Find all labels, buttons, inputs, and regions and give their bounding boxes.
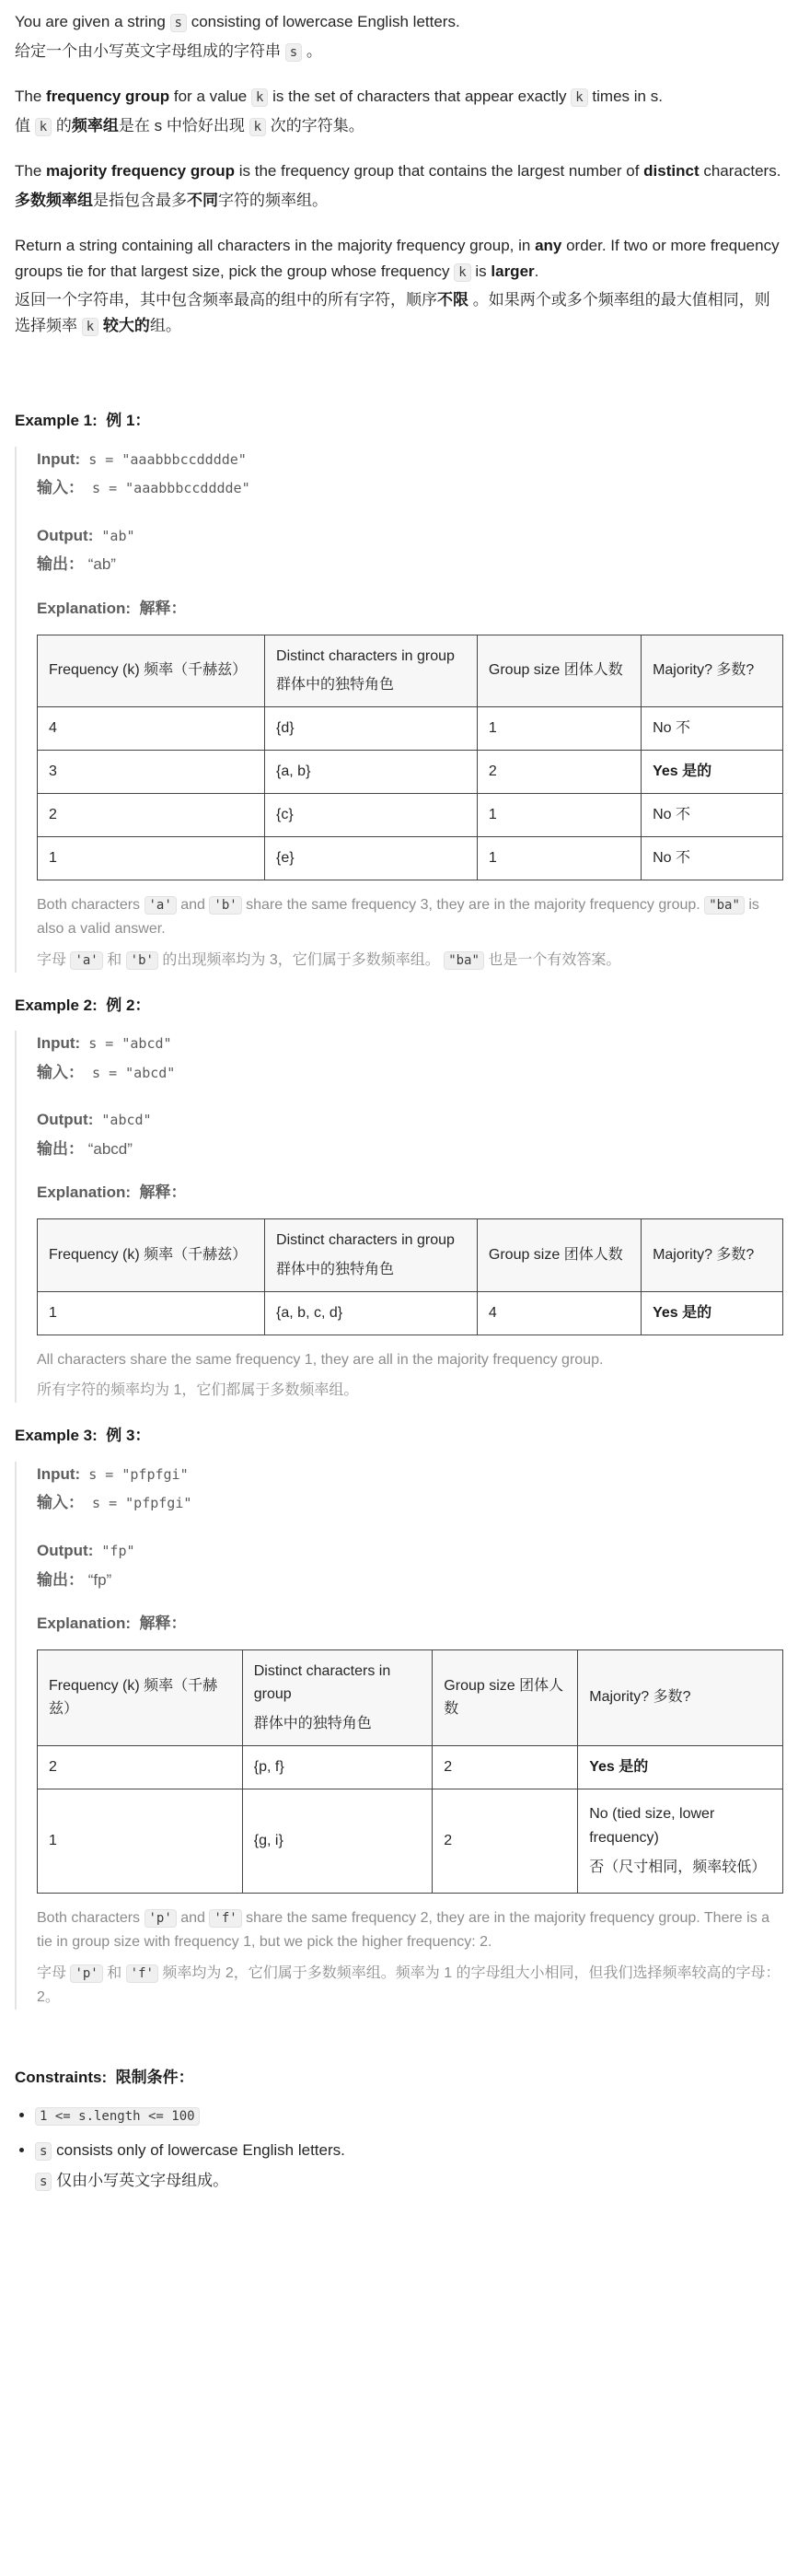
table-header-cell bbox=[642, 635, 783, 707]
constraints-list bbox=[15, 2103, 783, 2194]
text: Explanation: bbox=[37, 1614, 132, 1633]
table-header-cell bbox=[477, 1218, 641, 1291]
inline-code: 'a' bbox=[145, 896, 177, 915]
table-row bbox=[38, 751, 783, 794]
text: 解释： bbox=[139, 1183, 187, 1202]
cell-text: 2 bbox=[49, 807, 57, 823]
example-3-title bbox=[15, 1423, 783, 1449]
text: order. If two or more frequency groups tie for that largest size, pick the group whose frequency bbox=[15, 237, 780, 280]
text: consisting of lowercase English letters. bbox=[186, 13, 460, 30]
inline-code: 'f' bbox=[209, 1909, 241, 1928]
output-label: 输出： bbox=[37, 555, 84, 574]
header-text: Group size 团体人数 bbox=[444, 1677, 564, 1718]
intro-sentence-en bbox=[15, 9, 783, 35]
text: and bbox=[176, 896, 210, 913]
output-value: "abcd" bbox=[93, 1112, 152, 1129]
table-cell bbox=[642, 837, 783, 880]
frequency-group-definition-en bbox=[15, 84, 783, 110]
inline-code: s bbox=[170, 14, 187, 32]
inline-code: k bbox=[82, 318, 98, 336]
text: 和 bbox=[102, 1964, 126, 1981]
table-cell bbox=[642, 1291, 783, 1335]
header-text: Frequency (k) 频率（千赫兹） bbox=[49, 1246, 248, 1263]
inline-code: "ba" bbox=[444, 951, 484, 970]
constraint-en bbox=[35, 2138, 783, 2163]
inline-code: k bbox=[571, 88, 587, 107]
table-cell bbox=[242, 1746, 433, 1789]
majority-group-definition-en bbox=[15, 158, 783, 184]
inline-code: 'b' bbox=[209, 896, 241, 915]
return-instructions-zh bbox=[15, 287, 783, 338]
input-value: s = "aaabbbccdddde" bbox=[80, 450, 247, 468]
example-3-input-zh bbox=[37, 1490, 783, 1516]
input-value: s = "pfpfgi" bbox=[80, 1465, 189, 1483]
table-header-cell bbox=[578, 1649, 783, 1746]
input-value: s = "abcd" bbox=[84, 1064, 176, 1081]
constraints-title bbox=[15, 2065, 783, 2091]
header-text: Frequency (k) 频率（千赫兹） bbox=[49, 662, 248, 679]
text: consists only of lowercase English letters. bbox=[52, 2140, 345, 2159]
text: share the same frequency 2, they are in the majority frequency group. There is a tie in group size with frequency 1, but we pick the higher frequency: 2. bbox=[37, 1909, 770, 1950]
cell-text: {d} bbox=[276, 720, 295, 737]
text: is bbox=[470, 262, 492, 280]
example-2-input bbox=[37, 1031, 783, 1056]
cell-text: Yes 是的 bbox=[653, 763, 712, 780]
cell-text: 1 bbox=[488, 850, 497, 867]
table-header-cell bbox=[642, 1218, 783, 1291]
example-2-output-zh bbox=[37, 1136, 783, 1162]
text: Example 1: bbox=[15, 412, 98, 430]
cell-text: No (tied size, lower frequency) bbox=[589, 1806, 715, 1847]
table-row bbox=[38, 794, 783, 837]
output-value: "fp" bbox=[93, 1542, 135, 1559]
inline-code: 'a' bbox=[70, 951, 102, 970]
table-header-row bbox=[38, 1649, 783, 1746]
header-text: 群体中的独特角色 bbox=[276, 677, 395, 694]
table-header-cell bbox=[242, 1649, 433, 1746]
example-1-title bbox=[15, 408, 783, 434]
text: The bbox=[15, 87, 47, 106]
header-text: Group size 团体人数 bbox=[488, 1246, 623, 1263]
inline-code: "ba" bbox=[704, 896, 745, 915]
inline-code: k bbox=[251, 88, 268, 107]
example-3-output-zh bbox=[37, 1568, 783, 1593]
table-header-cell bbox=[265, 635, 478, 707]
text: 是在 s 中恰好出现 bbox=[118, 116, 249, 134]
output-label: Output: bbox=[37, 526, 94, 544]
text: 解释： bbox=[139, 1614, 187, 1633]
cell-text: No 不 bbox=[653, 850, 690, 867]
example-3-note bbox=[37, 1906, 783, 2010]
text: 例 2： bbox=[106, 996, 151, 1014]
table-cell bbox=[477, 837, 641, 880]
example-2-explanation-title bbox=[37, 1180, 783, 1206]
table-cell bbox=[38, 751, 265, 794]
example-1-output-zh bbox=[37, 552, 783, 577]
text: Constraints: bbox=[15, 2068, 108, 2086]
majority-group-definition-zh bbox=[15, 188, 783, 214]
inline-code: k bbox=[454, 263, 470, 282]
example-1-note bbox=[37, 893, 783, 973]
bold-term: 不同 bbox=[187, 191, 218, 209]
output-value: “abcd” bbox=[84, 1139, 133, 1158]
output-label: Output: bbox=[37, 1111, 94, 1129]
note-zh bbox=[37, 949, 783, 973]
table-cell bbox=[642, 794, 783, 837]
text: 字符的频率组。 bbox=[218, 191, 328, 209]
text: characters. bbox=[699, 162, 781, 181]
table-row bbox=[38, 837, 783, 880]
text: Both characters bbox=[37, 1909, 145, 1926]
intro-paragraph-1 bbox=[15, 9, 783, 64]
input-label: 输入： bbox=[37, 1494, 84, 1512]
input-value: s = "aaabbbccdddde" bbox=[84, 480, 250, 497]
table-cell bbox=[38, 1746, 243, 1789]
text: 频率均为 2，它们属于多数频率组。频率为 1 的字母组大小相同，但我们选择频率较高的字母：2。 bbox=[37, 1964, 781, 2005]
cell-text: No 不 bbox=[653, 807, 690, 823]
cell-text: {a, b} bbox=[276, 763, 311, 780]
example-2-table bbox=[37, 1218, 783, 1335]
cell-text: 否（尺寸相同，频率较低） bbox=[589, 1859, 767, 1875]
inline-code: 'b' bbox=[126, 951, 158, 970]
example-2-input-zh bbox=[37, 1060, 783, 1086]
text: and bbox=[176, 1909, 210, 1926]
text: 给定一个由小写英文字母组成的字符串 bbox=[15, 41, 285, 60]
table-header-row bbox=[38, 1218, 783, 1291]
text: 组。 bbox=[149, 316, 181, 334]
table-cell bbox=[265, 751, 478, 794]
example-1-input-zh bbox=[37, 475, 783, 501]
example-3-table bbox=[37, 1649, 783, 1894]
inline-code: s bbox=[35, 2173, 52, 2191]
text: Return a string containing all characters in the majority frequency group, in bbox=[15, 237, 536, 255]
note-zh: 所有字符的频率均为 1，它们都属于多数频率组。 bbox=[37, 1382, 359, 1399]
input-label: Input: bbox=[37, 449, 81, 468]
cell-text: 1 bbox=[49, 1833, 57, 1849]
text: 的出现频率均为 3，它们属于多数频率组。 bbox=[157, 951, 445, 968]
text: 也是一个有效答案。 bbox=[483, 951, 621, 968]
intro-paragraph-4 bbox=[15, 233, 783, 338]
text: is the set of characters that appear exactly bbox=[268, 87, 572, 106]
inline-code: k bbox=[249, 118, 266, 136]
table-cell bbox=[642, 751, 783, 794]
text: 例 3： bbox=[106, 1427, 151, 1445]
table-cell bbox=[265, 837, 478, 880]
intro-paragraph-2 bbox=[15, 84, 783, 138]
table-cell bbox=[578, 1746, 783, 1789]
header-text: Distinct characters in group bbox=[253, 1662, 391, 1703]
inline-code: k bbox=[35, 118, 52, 136]
cell-text: Yes 是的 bbox=[653, 1304, 712, 1321]
inline-code: s bbox=[285, 43, 302, 62]
inline-code: 'p' bbox=[70, 1964, 102, 1983]
cell-text: 3 bbox=[49, 763, 57, 780]
cell-text: {p, f} bbox=[253, 1759, 284, 1776]
cell-text: Yes 是的 bbox=[589, 1759, 649, 1776]
text: 。 bbox=[302, 41, 322, 60]
cell-text: {c} bbox=[276, 807, 294, 823]
note-en bbox=[37, 1906, 783, 1954]
output-label: 输出： bbox=[37, 1570, 84, 1589]
table-row bbox=[38, 1291, 783, 1335]
bold-term: 多数频率组 bbox=[15, 191, 93, 209]
input-label: Input: bbox=[37, 1034, 81, 1053]
input-value: s = "abcd" bbox=[80, 1035, 172, 1053]
output-value: "ab" bbox=[93, 527, 135, 544]
table-cell bbox=[38, 707, 265, 751]
text: 例 1： bbox=[106, 412, 151, 430]
example-2-title bbox=[15, 993, 783, 1019]
text: 和 bbox=[102, 951, 126, 968]
cell-text: {e} bbox=[276, 850, 295, 867]
example-1-table bbox=[37, 635, 783, 880]
cell-text: 2 bbox=[444, 1759, 453, 1776]
table-cell bbox=[265, 707, 478, 751]
text: Example 2: bbox=[15, 996, 98, 1014]
constraint-item bbox=[35, 2103, 783, 2128]
text: Both characters bbox=[37, 896, 145, 913]
header-text: Majority? 多数? bbox=[653, 1246, 755, 1263]
header-text: Frequency (k) 频率（千赫兹） bbox=[49, 1677, 218, 1718]
table-row bbox=[38, 1746, 783, 1789]
text: The bbox=[15, 162, 47, 181]
inline-code: 'p' bbox=[145, 1909, 177, 1928]
header-text: Majority? 多数? bbox=[653, 662, 755, 679]
table-cell bbox=[477, 707, 641, 751]
output-value: “fp” bbox=[84, 1570, 112, 1589]
output-value: “ab” bbox=[84, 555, 116, 574]
text: times in s. bbox=[587, 87, 663, 106]
inline-code: s bbox=[35, 2142, 52, 2161]
table-header-row bbox=[38, 635, 783, 707]
return-instructions-en bbox=[15, 233, 783, 284]
cell-text: 2 bbox=[444, 1833, 453, 1849]
table-cell bbox=[38, 1291, 265, 1335]
table-cell bbox=[265, 1291, 478, 1335]
table-cell bbox=[38, 794, 265, 837]
table-cell bbox=[477, 751, 641, 794]
constraint-zh bbox=[35, 2168, 783, 2194]
note-en bbox=[37, 893, 783, 941]
table-header-cell bbox=[477, 635, 641, 707]
table-cell bbox=[642, 707, 783, 751]
text: 。如果两个或多个频率组的最大值相同，则选择频率 bbox=[15, 291, 770, 334]
bold-term: 较大的 bbox=[102, 316, 150, 334]
table-row bbox=[38, 707, 783, 751]
cell-text: 1 bbox=[49, 1304, 57, 1321]
header-text: Distinct characters in group bbox=[276, 1231, 455, 1248]
table-cell bbox=[38, 837, 265, 880]
text: share the same frequency 3, they are in the majority frequency group. bbox=[241, 896, 705, 913]
table-cell bbox=[242, 1789, 433, 1894]
header-text: Distinct characters in group bbox=[276, 647, 455, 664]
table-cell bbox=[477, 1291, 641, 1335]
example-2-note bbox=[37, 1348, 783, 1404]
table-row bbox=[38, 1789, 783, 1894]
bold-term: any bbox=[535, 237, 562, 255]
text: Explanation: bbox=[37, 1183, 132, 1202]
example-2-block bbox=[15, 1031, 783, 1403]
example-1-block bbox=[15, 447, 783, 973]
bold-term: majority frequency group bbox=[46, 162, 236, 181]
input-label: 输入： bbox=[37, 1063, 84, 1081]
text: 是指包含最多 bbox=[93, 191, 187, 209]
cell-text: 1 bbox=[488, 807, 497, 823]
text: 返回一个字符串，其中包含频率最高的组中的所有字符，顺序 bbox=[15, 291, 437, 309]
cell-text: 2 bbox=[488, 763, 497, 780]
table-header-cell bbox=[38, 1218, 265, 1291]
example-1-explanation-title bbox=[37, 596, 783, 622]
cell-text: 4 bbox=[49, 720, 57, 737]
example-3-input bbox=[37, 1462, 783, 1487]
note-zh bbox=[37, 1962, 783, 2010]
text: 仅由小写英文字母组成。 bbox=[52, 2172, 229, 2190]
cell-text: {g, i} bbox=[253, 1833, 283, 1849]
input-label: Input: bbox=[37, 1464, 81, 1483]
text: 字母 bbox=[37, 1964, 71, 1981]
header-text: 群体中的独特角色 bbox=[276, 1261, 395, 1277]
example-2-output bbox=[37, 1107, 783, 1133]
frequency-group-definition-zh bbox=[15, 113, 783, 139]
table-header-cell bbox=[433, 1649, 578, 1746]
table-header-cell bbox=[265, 1218, 478, 1291]
bold-term: distinct bbox=[643, 162, 700, 181]
inline-code: 1 <= s.length <= 100 bbox=[35, 2107, 200, 2126]
table-cell bbox=[38, 1789, 243, 1894]
table-header-cell bbox=[38, 635, 265, 707]
cell-text: 1 bbox=[49, 850, 57, 867]
text: Example 3: bbox=[15, 1427, 98, 1445]
intro-paragraph-3 bbox=[15, 158, 783, 213]
inline-code: 'f' bbox=[126, 1964, 158, 1983]
text: . bbox=[534, 262, 539, 280]
constraint-item bbox=[35, 2138, 783, 2194]
text: 限制条件： bbox=[115, 2068, 194, 2086]
header-text: Majority? 多数? bbox=[589, 1689, 691, 1706]
table-cell bbox=[477, 794, 641, 837]
text: You are given a string bbox=[15, 13, 170, 30]
cell-text: 2 bbox=[49, 1759, 57, 1776]
input-value: s = "pfpfgi" bbox=[84, 1495, 192, 1512]
cell-text: 1 bbox=[488, 720, 497, 737]
text: is also a valid answer. bbox=[37, 896, 759, 937]
text: is the frequency group that contains the largest number of bbox=[235, 162, 644, 181]
intro-sentence-zh bbox=[15, 39, 783, 64]
text: for a value bbox=[169, 87, 251, 106]
bold-term: frequency group bbox=[46, 87, 170, 106]
cell-text: {a, b, c, d} bbox=[276, 1304, 343, 1321]
text: 字母 bbox=[37, 951, 71, 968]
text: 值 bbox=[15, 116, 35, 134]
example-1-input bbox=[37, 447, 783, 472]
bold-term: 频率组 bbox=[71, 116, 119, 134]
header-text: Group size 团体人数 bbox=[488, 662, 623, 679]
example-3-explanation-title bbox=[37, 1611, 783, 1637]
text: 次的字符集。 bbox=[266, 116, 364, 134]
output-label: 输出： bbox=[37, 1139, 84, 1158]
text: Explanation: bbox=[37, 599, 132, 617]
text: 的 bbox=[52, 116, 72, 134]
output-label: Output: bbox=[37, 1541, 94, 1559]
table-header-cell bbox=[38, 1649, 243, 1746]
table-cell bbox=[433, 1746, 578, 1789]
cell-text: 4 bbox=[488, 1304, 497, 1321]
header-text: 群体中的独特角色 bbox=[253, 1716, 372, 1732]
example-3-block bbox=[15, 1462, 783, 2010]
note-en: All characters share the same frequency 1, they are all in the majority frequency group. bbox=[37, 1351, 604, 1368]
example-1-output bbox=[37, 523, 783, 549]
bold-term: larger bbox=[491, 262, 535, 280]
bold-term: 不限 bbox=[437, 291, 468, 309]
table-cell bbox=[433, 1789, 578, 1894]
table-cell bbox=[265, 794, 478, 837]
text: 解释： bbox=[139, 599, 187, 617]
cell-text: No 不 bbox=[653, 720, 690, 737]
example-3-output bbox=[37, 1538, 783, 1564]
input-label: 输入： bbox=[37, 479, 84, 497]
table-cell bbox=[578, 1789, 783, 1894]
